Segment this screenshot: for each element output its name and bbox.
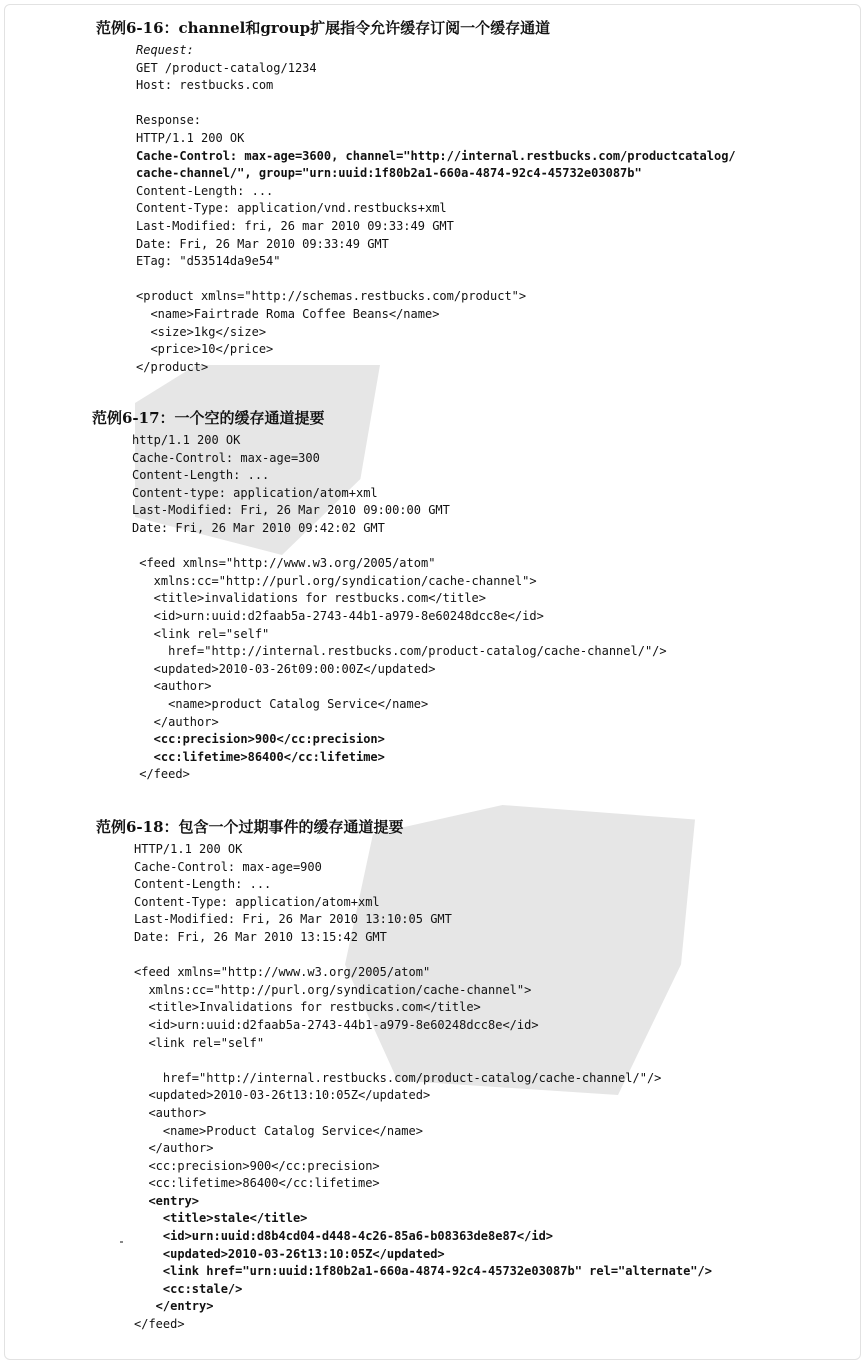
code-line: Date: Fri, 26 Mar 2010 13:15:42 GMT — [134, 929, 387, 944]
code-line: cache-channel/", group="urn:uuid:1f80b2a1-660a-4874-92c4-45732e03087b" — [136, 166, 642, 181]
code-line: <id>urn:uuid:d8b4cd04-d448-4c26-85a6-b08363de8e87</id> — [134, 1229, 554, 1244]
code-line — [134, 1052, 712, 1070]
code-line: </author> — [132, 714, 219, 729]
code-line — [136, 271, 736, 289]
code-line: <product xmlns="http://schemas.restbucks.com/product"> — [136, 289, 527, 304]
code-line: href="http://internal.restbucks.com/product-catalog/cache-channel/"/> — [134, 1070, 662, 1085]
code-line: </feed> — [132, 767, 190, 782]
code-line: <title>invalidations for restbucks.com</title> — [132, 591, 487, 606]
code-line: Last-Modified: Fri, 26 Mar 2010 13:10:05 GMT — [134, 912, 452, 927]
code-line: <id>urn:uuid:d2faab5a-2743-44b1-a979-8e60248dcc8e</id> — [132, 608, 544, 623]
code-line: Response: — [136, 113, 202, 128]
code-line: <title>stale</title> — [134, 1211, 308, 1226]
code-line: <id>urn:uuid:d2faab5a-2743-44b1-a979-8e60248dcc8e</id> — [134, 1017, 539, 1032]
code-line: <updated>2010-03-26t13:10:05Z</updated> — [134, 1246, 445, 1261]
code-line: <name>Product Catalog Service</name> — [134, 1123, 423, 1138]
example-6-17-title: 范例6-17：一个空的缓存通道提要 — [92, 409, 325, 427]
code-line: <cc:precision>900</cc:precision> — [132, 732, 385, 747]
code-line: </entry> — [134, 1299, 214, 1314]
code-line: <price>10</price> — [136, 342, 274, 357]
code-line: Last-Modified: fri, 26 mar 2010 09:33:49 GMT — [136, 218, 454, 233]
code-line: <title>Invalidations for restbucks.com</title> — [134, 1000, 481, 1015]
example-6-16-title: 范例6-16：channel和group扩展指令允许缓存订阅一个缓存通道 — [96, 19, 551, 37]
code-line: <updated>2010-03-26t09:00:00Z</updated> — [132, 661, 436, 676]
code-line: <link rel="self" — [132, 626, 270, 641]
code-line: href="http://internal.restbucks.com/product-catalog/cache-channel/"/> — [132, 644, 667, 659]
code-line: xmlns:cc="http://purl.org/syndication/cache-channel"> — [134, 982, 532, 997]
code-line: Content-Length: ... — [132, 468, 270, 483]
example-6-18-title: 范例6-18：包含一个过期事件的缓存通道提要 — [96, 818, 404, 836]
code-line: <updated>2010-03-26t13:10:05Z</updated> — [134, 1088, 431, 1103]
code-line: </feed> — [134, 1317, 185, 1332]
code-line: <author> — [134, 1105, 207, 1120]
code-line: Cache-Control: max-age=3600, channel="http://internal.restbucks.com/productcatalog/ — [136, 148, 736, 163]
code-line: </product> — [136, 359, 209, 374]
code-line: <size>1kg</size> — [136, 324, 267, 339]
code-line — [134, 947, 712, 965]
code-line: http/1.1 200 OK — [132, 433, 241, 447]
code-line: Last-Modified: Fri, 26 Mar 2010 09:00:00 GMT — [132, 503, 450, 518]
code-line: Content-Type: application/vnd.restbucks+xml — [136, 201, 447, 216]
code-line: xmlns:cc="http://purl.org/syndication/cache-channel"> — [132, 573, 537, 588]
code-line: Content-Type: application/atom+xml — [134, 894, 380, 909]
example-6-18-code — [134, 841, 712, 1334]
code-line: Content-Length: ... — [134, 877, 272, 892]
code-line: HTTP/1.1 200 OK — [136, 130, 245, 145]
code-line: GET /product-catalog/1234 — [136, 60, 317, 75]
code-line: </author> — [134, 1141, 214, 1156]
code-line: Host: restbucks.com — [136, 78, 274, 93]
example-6-16-code — [136, 42, 736, 376]
code-line: Cache-Control: max-age=900 — [134, 859, 322, 874]
code-line: Content-type: application/atom+xml — [132, 485, 378, 500]
code-line: Cache-Control: max-age=300 — [132, 450, 320, 465]
code-line: <entry> — [134, 1193, 200, 1208]
code-line: <cc:stale/> — [134, 1281, 243, 1296]
code-line: Date: Fri, 26 Mar 2010 09:33:49 GMT — [136, 236, 389, 251]
code-line: <link href="urn:uuid:1f80b2a1-660a-4874-92c4-45732e03087b" rel="alternate"/> — [134, 1264, 712, 1279]
code-line: Request: — [136, 43, 194, 57]
code-line: <name>Fairtrade Roma Coffee Beans</name> — [136, 306, 440, 321]
code-line: <feed xmlns="http://www.w3.org/2005/atom" — [132, 556, 436, 571]
code-line: <link rel="self" — [134, 1035, 265, 1050]
code-line: ETag: "d53514da9e54" — [136, 254, 281, 269]
scan-speck — [120, 1241, 123, 1243]
code-line: HTTP/1.1 200 OK — [134, 842, 243, 856]
code-line — [136, 95, 736, 113]
code-line: <cc:precision>900</cc:precision> — [134, 1158, 380, 1173]
code-line: Content-Length: ... — [136, 183, 274, 198]
code-line: Date: Fri, 26 Mar 2010 09:42:02 GMT — [132, 520, 385, 535]
code-line: <cc:lifetime>86400</cc:lifetime> — [132, 749, 385, 764]
code-line — [132, 538, 667, 556]
code-line: <feed xmlns="http://www.w3.org/2005/atom" — [134, 965, 431, 980]
code-line: <name>product Catalog Service</name> — [132, 696, 429, 711]
code-line: <author> — [132, 679, 212, 694]
code-line: <cc:lifetime>86400</cc:lifetime> — [134, 1176, 380, 1191]
example-6-17-code — [132, 432, 667, 784]
